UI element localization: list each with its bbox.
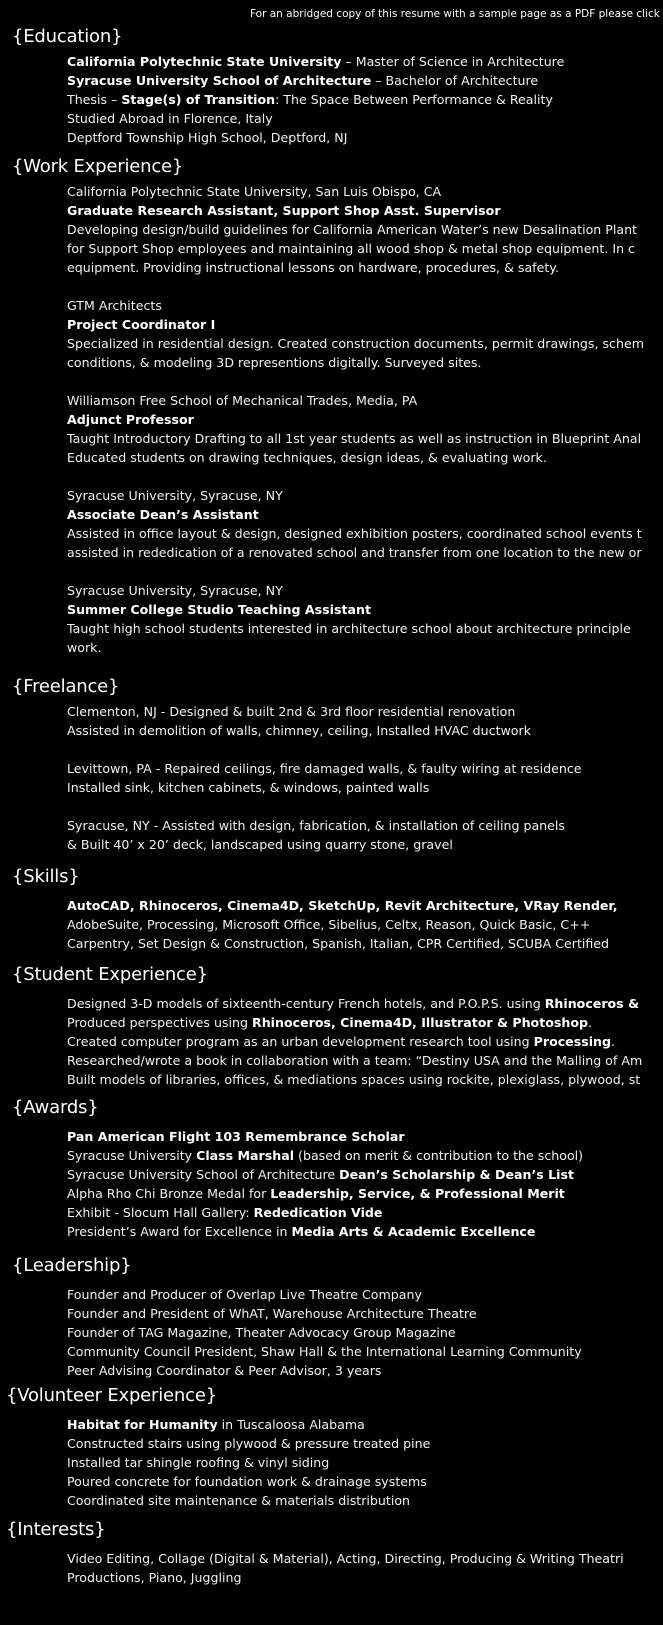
line-text: Produced perspectives using [67,1015,252,1030]
freelance-line: Assisted in demolition of walls, chimney, ceiling, Installed HVAC ductwork [67,723,531,738]
job-description: Taught high school students interested in architecture school about architecture principle [67,621,631,636]
text-line [67,1184,663,1203]
line-text: Studied Abroad in Florence, Italy [67,111,273,126]
job-organization: Syracuse University, Syracuse, NY [67,583,283,598]
freelance-line: Clementon, NJ - Designed & built 2nd & 3rd floor residential renovation [67,704,516,719]
text-line [67,1032,663,1051]
text-line [67,1472,663,1491]
text-line [67,994,663,1013]
spacer [67,562,663,581]
line-text: Built models of libraries, offices, & mediations spaces using rockite, plexiglass, plywood, st [67,1072,641,1087]
job-title: Adjunct Professor [67,412,194,427]
text-line [67,1453,663,1472]
line-text: Alpha Rho Chi Bronze Medal for [67,1186,271,1201]
leadership-line: Founder and President of WhAT, Warehouse Architecture Theatre [67,1306,477,1321]
education-heading: {Education} [12,26,123,47]
line-bold-text: Class Marshal [196,1148,295,1163]
line-text: Poured concrete for foundation work & drainage systems [67,1474,427,1489]
skills-line: Carpentry, Set Design & Construction, Spanish, Italian, CPR Certified, SCUBA Certified [67,936,610,951]
freelance-line: & Built 40’ x 20’ deck, landscaped using quarry stone, gravel [67,837,453,852]
text-line [67,1165,663,1184]
text-line [67,1434,663,1453]
line-text: Created computer program as an urban development research tool using [67,1034,534,1049]
line-text: Deptford Township High School, Deptford, NJ [67,130,348,145]
job-description: Specialized in residential design. Created construction documents, permit drawings, schem [67,336,644,351]
text-line [67,71,663,90]
line-bold-text: Habitat for Humanity [67,1417,218,1432]
job-title: Summer College Studio Teaching Assistant [67,602,371,617]
spacer [67,372,663,391]
job-organization: GTM Architects [67,298,162,313]
text-line [67,1146,663,1165]
job-title: Associate Dean’s Assistant [67,507,259,522]
education-lines [67,52,663,147]
leadership-line: Peer Advising Coordinator & Peer Advisor, 3 years [67,1363,382,1378]
job-title: Graduate Research Assistant, Support Shop Asst. Supervisor [67,203,501,218]
job-description: assisted in rededication of a renovated school and transfer from one location to the new or [67,545,642,560]
line-text: in Tuscaloosa Alabama [217,1417,365,1432]
spacer [67,467,663,486]
line-text: . [611,1034,616,1049]
spacer [67,277,663,296]
line-text: Syracuse University School of Architecture [67,1167,340,1182]
line-text: Thesis – [67,92,122,107]
line-bold-text: Syracuse University School of Architecture [67,73,372,88]
interests-heading: {Interests} [6,1519,106,1540]
line-text: (based on merit & contribution to the school) [294,1148,584,1163]
line-bold-text: Leadership, Service, & Professional Merit [270,1186,565,1201]
leadership-lines [67,1285,663,1380]
volunteer-heading: {Volunteer Experience} [6,1385,217,1406]
line-text: Exhibit - Slocum Hall Gallery: [67,1205,254,1220]
interests-line: Video Editing, Collage (Digital & Material), Acting, Directing, Producing & Writing Theatri [67,1551,624,1566]
work-heading: {Work Experience} [12,156,184,177]
text-line [67,1203,663,1222]
interests-lines [67,1549,663,1587]
skills-heading: {Skills} [12,866,80,887]
awards-heading: {Awards} [12,1097,99,1118]
line-bold-text: Pan American Flight 103 Remembrance Scholar [67,1129,405,1144]
work-lines [67,182,663,657]
leadership-line: Founder and Producer of Overlap Live Theatre Company [67,1287,422,1302]
skills-line: AdobeSuite, Processing, Microsoft Office, Sibelius, Celtx, Reason, Quick Basic, C++ [67,917,591,932]
line-text: Installed tar shingle roofing & vinyl siding [67,1455,330,1470]
line-text: President’s Award for Excellence in [67,1224,292,1239]
line-text: . [588,1015,593,1030]
line-bold-text: Rhinoceros & [544,996,640,1011]
text-line [67,1051,663,1070]
line-bold-text: Stage(s) of Transition [121,92,276,107]
line-text: Researched/wrote a book in collaboration with a team: “Destiny USA and the Malling of Am [67,1053,643,1068]
student-experience-heading: {Student Experience} [12,964,208,985]
line-text: Syracuse University [67,1148,197,1163]
freelance-line: Syracuse, NY - Assisted with design, fabrication, & installation of ceiling panels [67,818,565,833]
job-description: Educated students on drawing techniques, design ideas, & evaluating work. [67,450,547,465]
job-description: for Support Shop employees and maintaining all wood shop & metal shop equipment. In c [67,241,635,256]
text-line [67,1491,663,1510]
leadership-line: Founder of TAG Magazine, Theater Advocacy Group Magazine [67,1325,456,1340]
leadership-line: Community Council President, Shaw Hall & the International Learning Community [67,1344,582,1359]
job-description: Taught Introductory Drafting to all 1st year students as well as instruction in Blueprint Anal [67,431,642,446]
freelance-lines [67,702,663,854]
job-organization: California Polytechnic State University, San Luis Obispo, CA [67,184,442,199]
text-line [67,1127,663,1146]
text-line [67,1222,663,1241]
line-text: Constructed stairs using plywood & pressure treated pine [67,1436,431,1451]
line-text: : The Space Between Performance & Reality [275,92,553,107]
line-bold-text: Media Arts & Academic Excellence [291,1224,536,1239]
job-description: conditions, & modeling 3D representions digitally. Surveyed sites. [67,355,482,370]
line-bold-text: Processing [533,1034,612,1049]
skills-software-line: AutoCAD, Rhinoceros, Cinema4D, SketchUp, Revit Architecture, VRay Render, [67,898,618,913]
text-line [67,52,663,71]
freelance-heading: {Freelance} [12,676,120,697]
pdf-note [250,8,660,20]
line-text: Designed 3-D models of sixteenth-century French hotels, and P.O.P.S. using [67,996,545,1011]
text-line [67,128,663,147]
line-bold-text: Rhinoceros, Cinema4D, Illustrator & Photoshop [252,1015,588,1030]
line-text: Coordinated site maintenance & materials distribution [67,1493,411,1508]
awards-lines [67,1127,663,1241]
text-line [67,90,663,109]
line-text: – Bachelor of Architecture [371,73,539,88]
spacer [67,797,663,816]
job-organization: Syracuse University, Syracuse, NY [67,488,283,503]
line-bold-text: Rededication Vide [253,1205,383,1220]
text-line [67,109,663,128]
line-bold-text: Dean’s Scholarship & Dean’s List [339,1167,574,1182]
interests-line: Productions, Piano, Juggling [67,1570,242,1585]
job-description: work. [67,640,102,655]
job-title: Project Coordinator I [67,317,216,332]
student-experience-lines [67,994,663,1089]
job-description: Assisted in office layout & design, designed exhibition posters, coordinated school events t [67,526,642,541]
spacer [67,740,663,759]
leadership-heading: {Leadership} [12,1255,132,1276]
text-line [67,1013,663,1032]
skills-lines [67,896,663,953]
job-description: Developing design/build guidelines for California American Water’s new Desalination Plant [67,222,637,237]
volunteer-lines [67,1415,663,1510]
job-organization: Williamson Free School of Mechanical Trades, Media, PA [67,393,418,408]
text-line [67,1415,663,1434]
line-text: – Master of Science in Architecture [341,54,565,69]
pdf-link[interactable]: For an abridged copy of this resume with a sample page as a PDF please click [250,8,660,20]
freelance-line: Installed sink, kitchen cabinets, & windows, painted walls [67,780,430,795]
job-description: equipment. Providing instructional lessons on hardware, procedures, & safety. [67,260,559,275]
line-bold-text: California Polytechnic State University [67,54,342,69]
text-line [67,1070,663,1089]
freelance-line: Levittown, PA - Repaired ceilings, fire damaged walls, & faulty wiring at residence [67,761,582,776]
